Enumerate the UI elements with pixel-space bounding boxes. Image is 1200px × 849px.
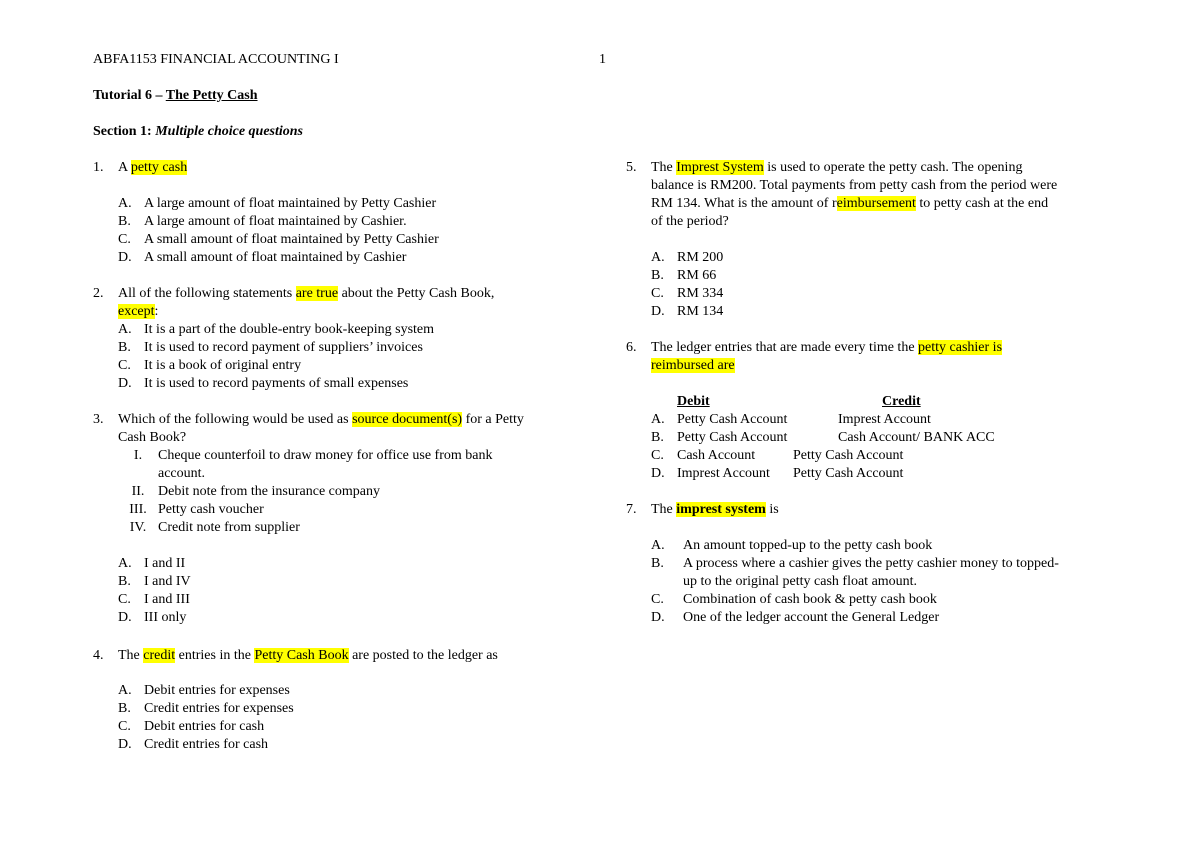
q5-text-line3: RM 134. What is the amount of reimbursement to petty cash at the end xyxy=(651,196,1049,211)
q1-number: 1. xyxy=(93,160,104,175)
q2-number: 2. xyxy=(93,286,104,301)
section-prefix: Section 1: xyxy=(93,124,156,139)
q3-option-b: B. I and IV xyxy=(118,574,191,589)
q3-roman-ii-text: Debit note from the insurance company xyxy=(158,484,380,499)
q3-roman-i-text2: account. xyxy=(158,466,206,481)
q4-highlight-pcb: Petty Cash Book xyxy=(254,648,349,663)
q4-option-a: A. Debit entries for expenses xyxy=(118,683,290,698)
q5-option-b: B. RM 66 xyxy=(651,268,717,283)
q5-text-line2: balance is RM200. Total payments from petty cash from the period were xyxy=(651,178,1058,193)
q3-number: 3. xyxy=(93,412,104,427)
q3-option-a: A. I and II xyxy=(118,556,186,571)
q2-option-a: A. It is a part of the double-entry book-keeping system xyxy=(118,322,435,337)
q3-roman-iii-text: Petty cash voucher xyxy=(158,502,264,517)
q3-text: Which of the following would be used as source document(s) for a Petty xyxy=(118,412,524,427)
q5-text: The Imprest System is used to operate the petty cash. The opening xyxy=(651,160,1023,175)
q3-text-line2: Cash Book? xyxy=(118,430,187,445)
q7-option-b: B. A process where a cashier gives the petty cashier money to topped- xyxy=(651,556,1059,571)
course-header: ABFA1153 FINANCIAL ACCOUNTING I xyxy=(93,52,339,67)
q6-row-d-credit: Petty Cash Account xyxy=(793,466,904,481)
tutorial-title xyxy=(93,87,258,105)
q1-text xyxy=(118,159,187,177)
q5-option-c: C. RM 334 xyxy=(651,286,724,301)
q6-highlight-line2: reimbursed are xyxy=(651,358,735,373)
q3-roman-i-text: Cheque counterfoil to draw money for office use from bank xyxy=(158,448,493,463)
q7-option-c: C. Combination of cash book & petty cash book xyxy=(651,592,937,607)
q4-option-d: D. Credit entries for cash xyxy=(118,737,269,752)
q4-highlight-credit: credit xyxy=(143,648,176,663)
q6-row-a: A. Petty Cash Account xyxy=(651,412,788,427)
q6-col-credit: Credit xyxy=(882,394,921,409)
q2-option-b: B. It is used to record payment of suppliers’ invoices xyxy=(118,340,423,355)
q1-option-a: A. A large amount of float maintained by Petty Cashier xyxy=(118,196,437,211)
q6-text: The ledger entries that are made every time the petty cashier is xyxy=(651,340,1003,355)
q3-roman-iv-label: IV. xyxy=(129,520,147,535)
q6-col-debit: Debit xyxy=(677,394,710,409)
q7-highlight: imprest system xyxy=(676,502,766,517)
q4-number: 4. xyxy=(93,648,104,663)
q5-number: 5. xyxy=(626,160,637,175)
q5-reimbursement-highlight: eimbursement xyxy=(836,196,916,211)
q2-highlight: are true xyxy=(295,286,339,301)
q6-number: 6. xyxy=(626,340,637,355)
q7-option-b-line2: up to the original petty cash float amount. xyxy=(683,574,918,589)
section-heading xyxy=(93,123,303,141)
q3-roman-iv-text: Credit note from supplier xyxy=(158,520,300,535)
q1-option-c: C. A small amount of float maintained by Petty Cashier xyxy=(118,232,439,247)
q4-option-c: C. Debit entries for cash xyxy=(118,719,265,734)
q2-text-line2: except: xyxy=(118,304,159,319)
q6-row-b-credit: Cash Account/ BANK ACC xyxy=(838,430,995,445)
q2-option-d: D. It is used to record payments of small expenses xyxy=(118,376,409,391)
q6-row-a-credit: Imprest Account xyxy=(838,412,931,427)
q7-option-a: A. An amount topped-up to the petty cash book xyxy=(651,538,933,553)
q6-row-d: D. Imprest Account xyxy=(651,466,770,481)
section-name: Multiple choice questions xyxy=(155,124,304,139)
q7-text: The imprest system is xyxy=(651,502,779,517)
q3-roman-iii-label: III. xyxy=(129,502,147,517)
q3-option-c: C. I and III xyxy=(118,592,190,607)
page-number: 1 xyxy=(599,52,606,67)
q2-option-c: C. It is a book of original entry xyxy=(118,358,302,373)
q7-number: 7. xyxy=(626,502,637,517)
q2-text: All of the following statements are true about the Petty Cash Book, xyxy=(118,286,495,301)
q5-highlight: Imprest System xyxy=(676,160,764,175)
q3-option-d: D. III only xyxy=(118,610,187,625)
tutorial-title-prefix: Tutorial 6 – xyxy=(93,88,166,103)
q6-row-c: C. Cash Account xyxy=(651,448,756,463)
q7-option-d: D. One of the ledger account the General Ledger xyxy=(651,610,940,625)
q5-option-a: A. RM 200 xyxy=(651,250,724,265)
q1-option-d: D. A small amount of float maintained by Cashier xyxy=(118,250,407,265)
q3-roman-ii-label: II. xyxy=(131,484,145,499)
q1-highlight: petty cash xyxy=(130,160,188,175)
q6-text-line2 xyxy=(651,357,735,375)
q1-option-b: B. A large amount of float maintained by Cashier. xyxy=(118,214,407,229)
q6-row-b: B. Petty Cash Account xyxy=(651,430,788,445)
q4-text: The credit entries in the Petty Cash Book are posted to the ledger as xyxy=(118,648,498,663)
q1-pre: A xyxy=(118,160,131,175)
q5-text-line4: of the period? xyxy=(651,214,729,229)
q2-except-highlight: except xyxy=(118,304,155,319)
q6-highlight: petty cashier is xyxy=(918,340,1003,355)
q6-row-c-credit: Petty Cash Account xyxy=(793,448,904,463)
q3-roman-i-label: I. xyxy=(133,448,143,463)
q3-highlight: source document(s) xyxy=(352,412,463,427)
q5-option-d: D. RM 134 xyxy=(651,304,724,319)
q4-option-b: B. Credit entries for expenses xyxy=(118,701,294,716)
tutorial-title-main: The Petty Cash xyxy=(165,88,258,103)
